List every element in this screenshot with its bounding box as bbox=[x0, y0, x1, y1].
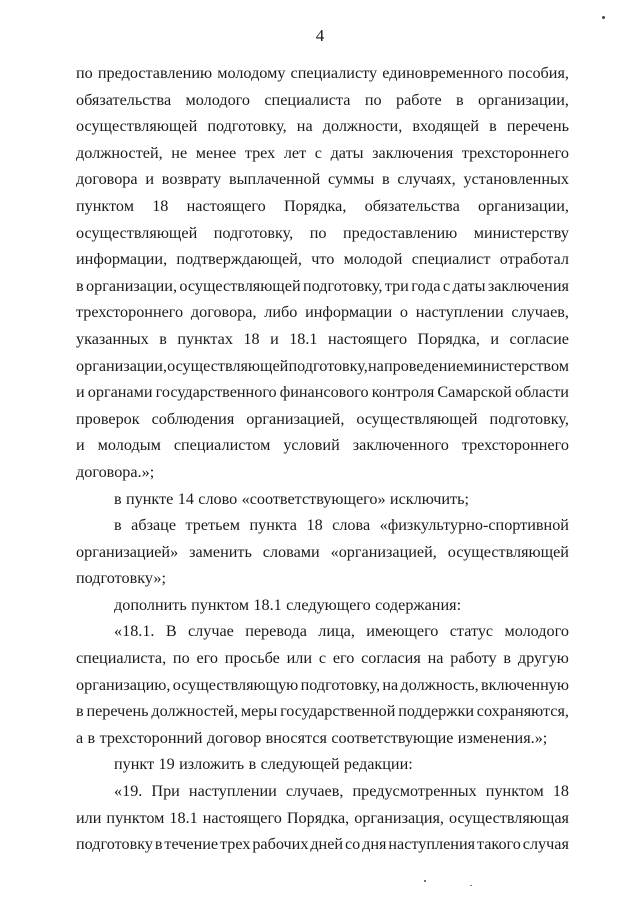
word: подготовку, bbox=[207, 117, 287, 136]
word: «физкультурно-спортивной bbox=[379, 516, 569, 535]
word: перевода bbox=[245, 622, 307, 641]
scan-speck bbox=[424, 880, 426, 882]
word: следующей bbox=[260, 755, 340, 774]
word: организацию, bbox=[76, 675, 171, 694]
text-line bbox=[76, 406, 569, 433]
text-line bbox=[76, 698, 569, 725]
word: предусмотренных bbox=[352, 782, 477, 801]
word: пунктом bbox=[76, 196, 134, 215]
word: области bbox=[514, 383, 569, 402]
word: лет bbox=[283, 143, 307, 162]
page-number: 4 bbox=[315, 26, 325, 45]
word: на bbox=[367, 356, 384, 375]
word: В bbox=[165, 622, 177, 641]
word: с bbox=[318, 649, 327, 668]
word: на bbox=[296, 117, 313, 136]
word: менее bbox=[195, 143, 237, 162]
word: по bbox=[172, 649, 190, 668]
word: Порядка, bbox=[286, 808, 350, 827]
word: подготовку, bbox=[489, 409, 569, 428]
text-line bbox=[76, 592, 569, 619]
word: Самарской bbox=[437, 383, 512, 402]
word: молодым bbox=[97, 436, 161, 455]
text-line bbox=[76, 459, 569, 486]
word: по bbox=[309, 223, 327, 242]
word: пункте bbox=[126, 489, 174, 508]
word: года bbox=[411, 276, 441, 295]
word: информации bbox=[305, 303, 393, 322]
word: организация, bbox=[354, 808, 444, 827]
word: соблюдения bbox=[151, 409, 235, 428]
word: организации, bbox=[76, 356, 167, 375]
word: наступлении bbox=[188, 782, 277, 801]
text-line bbox=[76, 539, 569, 566]
text-line bbox=[76, 805, 569, 832]
word: подготовку, bbox=[213, 223, 294, 242]
word: случаях, bbox=[397, 170, 456, 189]
word: поддержки bbox=[398, 702, 474, 721]
word: либо bbox=[264, 303, 298, 322]
text-line bbox=[76, 751, 569, 778]
word: «организацией, bbox=[330, 542, 437, 561]
word: специалисту bbox=[290, 64, 378, 82]
text-line bbox=[76, 672, 569, 699]
word: При bbox=[151, 782, 180, 801]
text-line bbox=[76, 486, 569, 513]
text-line bbox=[76, 645, 569, 672]
word: осуществляющей bbox=[447, 542, 569, 561]
word: 19 bbox=[158, 755, 175, 774]
word: включенную bbox=[481, 675, 569, 694]
word: 18.1 bbox=[169, 808, 198, 827]
word: перечень bbox=[86, 702, 149, 721]
word: имеющего bbox=[366, 622, 439, 641]
word: изложить bbox=[179, 755, 245, 774]
word: пунктом bbox=[485, 782, 544, 801]
word: осуществляющей bbox=[356, 409, 478, 428]
word: трехстороннего bbox=[76, 303, 184, 322]
word: пункта bbox=[249, 516, 297, 535]
word: пункт bbox=[114, 755, 155, 774]
word: специалист bbox=[411, 250, 491, 269]
text-line bbox=[76, 299, 569, 326]
word: подготовку»; bbox=[76, 569, 166, 588]
word: его bbox=[332, 649, 355, 668]
word: осуществляющей bbox=[76, 223, 198, 242]
word: следующего bbox=[286, 595, 371, 614]
word: организацией, bbox=[246, 409, 345, 428]
word: организации, bbox=[478, 90, 569, 109]
text-line bbox=[76, 512, 569, 539]
word: возврату bbox=[161, 170, 222, 189]
word: настоящего bbox=[186, 196, 266, 215]
word: организацией» bbox=[76, 542, 179, 561]
text-line bbox=[76, 87, 569, 114]
word: подготовку bbox=[76, 835, 153, 854]
text-line bbox=[76, 193, 569, 220]
word: случаев, bbox=[285, 782, 344, 801]
text-line bbox=[76, 273, 569, 300]
word: такого bbox=[476, 835, 521, 854]
word: заключенного bbox=[352, 436, 449, 455]
word: Порядка, bbox=[283, 196, 347, 215]
word: выплаченной bbox=[229, 170, 321, 189]
word: наступлении bbox=[415, 303, 504, 322]
word: согласие bbox=[509, 329, 569, 348]
word: дня bbox=[362, 835, 387, 854]
word: 18 bbox=[152, 196, 169, 215]
word: подготовку, bbox=[288, 356, 368, 375]
word: специалистом bbox=[173, 436, 271, 455]
word: не bbox=[171, 143, 188, 162]
word: договора bbox=[76, 170, 138, 189]
word: заключения bbox=[487, 276, 569, 295]
word: редакции: bbox=[343, 755, 413, 774]
word: должностей, bbox=[151, 702, 239, 721]
word: в bbox=[76, 702, 84, 721]
word: случае bbox=[187, 622, 234, 641]
word: с bbox=[442, 276, 451, 295]
word: должностей, bbox=[76, 143, 163, 162]
word: предоставлению bbox=[343, 223, 458, 242]
word: суммы bbox=[328, 170, 375, 189]
word: три bbox=[384, 276, 409, 295]
word: осуществляющую bbox=[172, 675, 299, 694]
word: трехстороннего bbox=[461, 436, 569, 455]
word: дней bbox=[310, 835, 344, 854]
word: в bbox=[114, 489, 122, 508]
word: в bbox=[159, 329, 167, 348]
text-line bbox=[76, 113, 569, 140]
scan-speck bbox=[602, 16, 605, 19]
word: подготовку, bbox=[300, 675, 380, 694]
word: обязательства bbox=[76, 90, 172, 109]
word: наступления bbox=[388, 835, 476, 854]
word: организации, bbox=[477, 196, 569, 215]
word: проверок bbox=[76, 409, 140, 428]
word: трех bbox=[244, 143, 276, 162]
word: работу bbox=[450, 649, 497, 668]
word: заключения bbox=[372, 143, 454, 162]
word: по bbox=[76, 64, 93, 82]
word: контроля bbox=[371, 383, 435, 402]
word: а bbox=[76, 728, 84, 747]
word: осуществляющая bbox=[448, 808, 569, 827]
word: информации, bbox=[76, 250, 168, 269]
word: договор bbox=[206, 728, 262, 747]
word: содержания: bbox=[375, 595, 462, 614]
word: и bbox=[145, 170, 155, 189]
word: осуществляющей bbox=[167, 356, 289, 375]
word: течение bbox=[164, 835, 219, 854]
word: указанных bbox=[76, 329, 149, 348]
word: просьбе bbox=[224, 649, 280, 668]
word: перечень bbox=[506, 117, 569, 136]
word: специалиста bbox=[264, 90, 351, 109]
text-line bbox=[76, 778, 569, 805]
word: или bbox=[76, 808, 102, 827]
word: вносятся bbox=[265, 728, 327, 747]
word: в bbox=[489, 117, 497, 136]
word: рабочих bbox=[252, 835, 309, 854]
word: случаев, bbox=[511, 303, 569, 322]
word: изменения.»; bbox=[457, 728, 548, 747]
word: слова bbox=[332, 516, 371, 535]
word: договора.»; bbox=[76, 462, 155, 481]
word: пунктом bbox=[191, 595, 250, 614]
word: трехстороннего bbox=[461, 143, 569, 162]
word: министерством bbox=[463, 356, 569, 375]
word: и bbox=[490, 329, 500, 348]
word: 14 bbox=[177, 489, 194, 508]
word: в bbox=[114, 516, 122, 535]
word: договора, bbox=[190, 303, 257, 322]
word: что bbox=[311, 250, 335, 269]
word: единовременного bbox=[382, 64, 503, 82]
word: 18.1 bbox=[289, 329, 318, 348]
word: другую bbox=[517, 649, 569, 668]
word: слово bbox=[198, 489, 238, 508]
word: Порядка, bbox=[417, 329, 480, 348]
word: случая bbox=[522, 835, 569, 854]
text-line bbox=[76, 379, 569, 406]
word: согласия bbox=[361, 649, 421, 668]
word: по bbox=[364, 90, 382, 109]
word: его bbox=[196, 649, 218, 668]
word: и bbox=[76, 436, 85, 455]
word: входящей bbox=[412, 117, 480, 136]
word: обязательства bbox=[364, 196, 460, 215]
word: специалиста, bbox=[76, 649, 167, 668]
text-line bbox=[76, 220, 569, 247]
scan-speck bbox=[470, 885, 472, 886]
word: со bbox=[344, 835, 361, 854]
word: «18.1. bbox=[114, 622, 155, 641]
word: подготовку, bbox=[303, 276, 383, 295]
word: 18 bbox=[243, 329, 260, 348]
word: в bbox=[382, 170, 390, 189]
word: даты bbox=[330, 143, 364, 162]
word: органами bbox=[87, 383, 153, 402]
word: пособия, bbox=[508, 64, 569, 82]
word: словами bbox=[262, 542, 320, 561]
text-line bbox=[76, 565, 569, 592]
word: «19. bbox=[114, 782, 143, 801]
word: в bbox=[154, 835, 163, 854]
text-line bbox=[76, 353, 569, 380]
word: министерству bbox=[473, 223, 569, 242]
word: лица, bbox=[318, 622, 355, 641]
word: абзаце bbox=[131, 516, 177, 535]
word: меры bbox=[240, 702, 278, 721]
word: статус bbox=[449, 622, 494, 641]
word: молодого bbox=[185, 90, 250, 109]
word: пунктом bbox=[106, 808, 165, 827]
text-line bbox=[76, 166, 569, 193]
word: даты bbox=[452, 276, 486, 295]
word: на bbox=[382, 675, 399, 694]
word: должность, bbox=[400, 675, 479, 694]
word: соответствующие bbox=[331, 728, 454, 747]
word: в bbox=[248, 755, 257, 774]
word: дополнить bbox=[114, 595, 187, 614]
word: молодого bbox=[504, 622, 569, 641]
text-line bbox=[76, 725, 569, 752]
word: 18 bbox=[306, 516, 323, 535]
word: с bbox=[314, 143, 322, 162]
word: настоящего bbox=[327, 329, 408, 348]
word: 18 bbox=[552, 782, 569, 801]
word: молодому bbox=[217, 64, 286, 82]
word: настоящего bbox=[202, 808, 282, 827]
word: условий bbox=[283, 436, 340, 455]
word: в bbox=[456, 90, 464, 109]
word: заменить bbox=[189, 542, 252, 561]
text-line bbox=[76, 618, 569, 645]
word: государственного bbox=[155, 383, 277, 402]
word: в bbox=[503, 649, 512, 668]
word: о bbox=[399, 303, 409, 322]
word: предоставлению bbox=[97, 64, 213, 82]
word: сохраняются, bbox=[476, 702, 569, 721]
word: проведение bbox=[383, 356, 464, 375]
word: государственной bbox=[280, 702, 396, 721]
word: финансового bbox=[279, 383, 369, 402]
word: молодой bbox=[343, 250, 403, 269]
text-line bbox=[76, 831, 569, 858]
word: осуществляющей bbox=[179, 276, 301, 295]
text-line bbox=[76, 432, 569, 459]
word: должности, bbox=[322, 117, 403, 136]
text-line bbox=[76, 140, 569, 167]
word: и bbox=[270, 329, 279, 348]
document-body bbox=[76, 60, 569, 858]
word: в bbox=[87, 728, 96, 747]
text-line bbox=[76, 326, 569, 353]
word: трехсторонний bbox=[99, 728, 203, 747]
word: «соответствующего» bbox=[241, 489, 386, 508]
text-line bbox=[76, 246, 569, 273]
text-line bbox=[76, 60, 569, 87]
word: работе bbox=[395, 90, 442, 109]
word: 18.1 bbox=[253, 595, 282, 614]
word: осуществляющей bbox=[76, 117, 198, 136]
word: на bbox=[427, 649, 444, 668]
word: подтверждающей, bbox=[176, 250, 302, 269]
word: пунктах bbox=[177, 329, 233, 348]
word: или bbox=[286, 649, 313, 668]
word: отработал bbox=[499, 250, 569, 269]
word: третьем bbox=[185, 516, 240, 535]
word: и bbox=[76, 383, 85, 402]
word: трех bbox=[220, 835, 251, 854]
word: организации, bbox=[86, 276, 177, 295]
word: установленных bbox=[463, 170, 569, 189]
word: в bbox=[76, 276, 84, 295]
word: исключить; bbox=[389, 489, 469, 508]
